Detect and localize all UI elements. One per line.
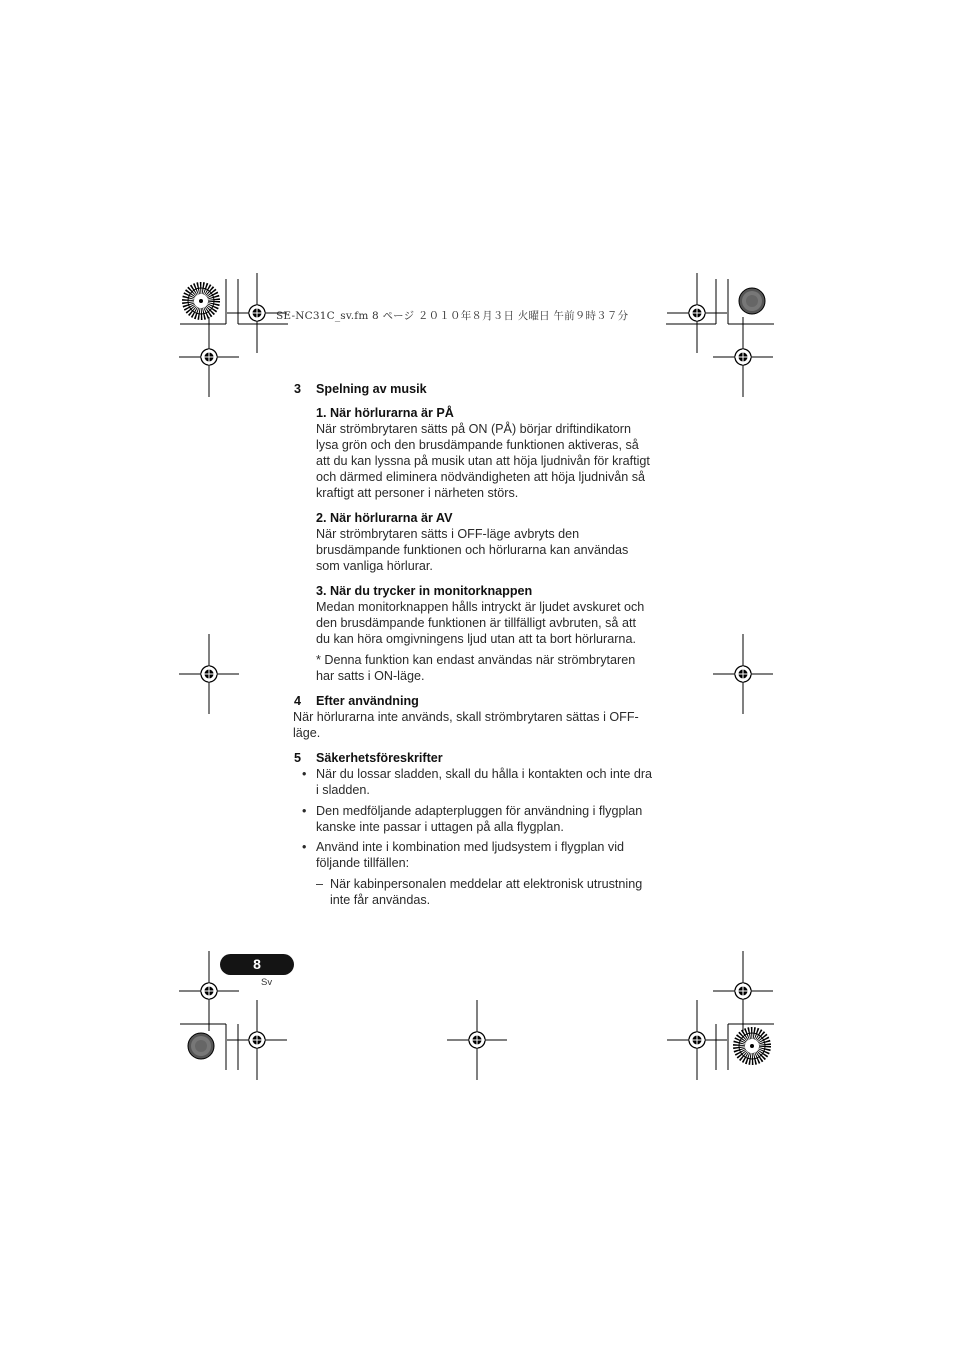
bullet-2-line: Den medföljande adapterpluggen för användning i flygplan	[316, 804, 643, 818]
bullet-1-line: När du lossar sladden, skall du hålla i kontakten och inte dra	[316, 767, 653, 781]
sub1-line: lysa grön och den brusdämpande funktionen aktiveras, så	[316, 438, 639, 452]
bullet-3-line: Använd inte i kombination med ljudsystem i flygplan vid	[316, 840, 625, 854]
section-4-number: 4	[294, 694, 302, 708]
bullet-2-line: kanske inte passar i uttagen på alla flygplan.	[316, 820, 564, 834]
sub3-title: 3. När du trycker in monitorknappen	[316, 584, 533, 598]
sub1-line: När strömbrytaren sätts på ON (PÅ) börjar driftindikatorn	[316, 422, 631, 436]
top-right-mark	[666, 273, 774, 397]
section-4-line: läge.	[293, 726, 321, 740]
sub3-line: du kan höra omgivningens ljud utan att ta bort hörlurarna.	[316, 632, 636, 646]
sub1-title: 1. När hörlurarna är PÅ	[316, 406, 454, 420]
dash-1-line: När kabinpersonalen meddelar att elektronisk utrustning	[330, 877, 643, 891]
sub1-line: att du kan lyssna på musik utan att höja ljudnivån för kraftigt	[316, 454, 650, 468]
top-left-mark	[179, 273, 288, 397]
sub2-line: När strömbrytaren sätts i OFF-läge avbryts den	[316, 527, 580, 541]
dash-1-line: inte får användas.	[330, 893, 431, 907]
section-3-number: 3	[294, 382, 302, 396]
sub2-title: 2. När hörlurarna är AV	[316, 511, 453, 525]
sub1-line: och därmed eliminera nödvändigheten att höja ljudnivån så	[316, 470, 646, 484]
sub3-line: den brusdämpande funktionen är tillfälligt avbruten, så att	[316, 616, 636, 630]
page-language: Sv	[261, 977, 273, 988]
sub1-line: kraftigt att personer i närheten störs.	[316, 486, 519, 500]
sub3-note: * Denna funktion kan endast användas när strömbrytaren	[316, 653, 636, 667]
sub3-line: Medan monitorknappen hålls intryckt är ljudet avskuret och	[316, 600, 645, 614]
print-header: SE-NC31C_sv.fm 8 ページ ２０１０年８月３日 火曜日 午前９時３７分	[276, 310, 629, 322]
bottom-center-mark	[447, 1000, 507, 1080]
dash-mark: –	[316, 877, 324, 891]
bullet-3-line: följande tillfällen:	[316, 856, 410, 870]
section-4-title: Efter användning	[316, 694, 419, 708]
section-4-line: När hörlurarna inte används, skall strömbrytaren sättas i OFF-	[293, 710, 639, 724]
section-3-title: Spelning av musik	[316, 382, 427, 396]
section-5-number: 5	[294, 751, 302, 765]
sub2-line: som vanliga hörlurar.	[316, 559, 433, 573]
bullet-mark: •	[302, 804, 307, 818]
bullet-1-line: i sladden.	[316, 783, 370, 797]
bottom-right-mark	[667, 951, 774, 1080]
bullet-mark: •	[302, 767, 307, 781]
sub2-line: brusdämpande funktionen och hörlurarna kan användas	[316, 543, 629, 557]
sub3-note: har satts i ON-läge.	[316, 669, 425, 683]
bullet-mark: •	[302, 840, 307, 854]
page-number-badge: 8	[220, 954, 294, 975]
section-5-title: Säkerhetsföreskrifter	[316, 751, 443, 765]
